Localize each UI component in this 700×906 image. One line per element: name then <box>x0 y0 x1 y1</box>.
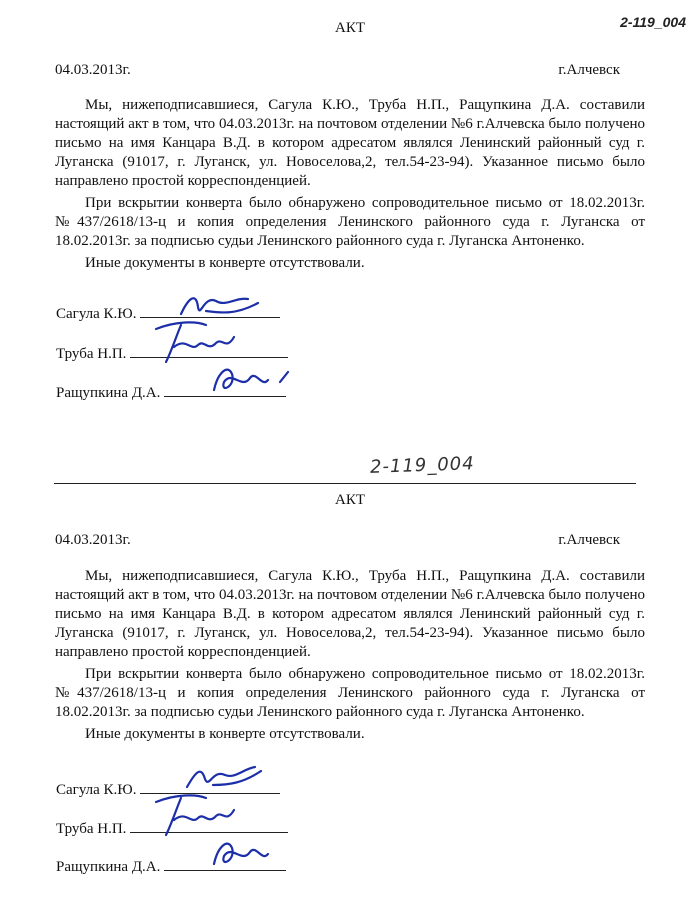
signatory-name: Труба Н.П. <box>56 346 127 362</box>
act-city: г.Алчевск <box>558 62 620 78</box>
signature-image <box>206 834 296 874</box>
divider-line <box>54 483 636 484</box>
signatory-name: Труба Н.П. <box>56 821 127 837</box>
act-body <box>55 96 645 273</box>
act-city: г.Алчевск <box>558 532 620 548</box>
act-title: АКТ <box>335 492 365 508</box>
signature-image <box>136 790 246 840</box>
signature-image <box>206 360 296 400</box>
handwritten-number: 2-119_004 <box>369 453 476 478</box>
stamp-number: 2-119_004 <box>620 14 686 30</box>
act-date: 04.03.2013г. <box>55 62 131 78</box>
paragraph-2: При вскрытии конверта было обнаружено сопроводительное письмо от 18.02.2013г. №437/2618/13-ц и копия определения Ленинского районного суда г. Луганска от 18.02.2013г. за подписью судьи Ленинского районного суда г. Луганска Антоненко. <box>55 666 645 720</box>
signature-row-3 <box>56 382 286 402</box>
signatory-name: Ращупкина Д.А. <box>56 859 161 875</box>
paragraph-1: Мы, нижеподписавшиеся, Сагула К.Ю., Труба Н.П., Ращупкина Д.А. составили настоящий акт в том, что 04.03.2013г. на почтовом отделении №6 г.Алчевска было получено письмо на имя Канцара В.Д. в котором адресатом являлся Ленинский районный суд г. Луганска (91017, г. Луганск, ул. Новоселова,2, тел.54-23-94). Указанное письмо было направлено простой корреспонденцией. <box>55 97 645 189</box>
signatory-name: Ращупкина Д.А. <box>56 385 161 401</box>
act-body <box>55 567 645 744</box>
paragraph-3: Иные документы в конверте отсутствовали. <box>85 726 365 742</box>
signatory-name: Сагула К.Ю. <box>56 782 137 798</box>
paragraph-2: При вскрытии конверта было обнаружено сопроводительное письмо от 18.02.2013г. №437/2618/13-ц и копия определения Ленинского районного суда г. Луганска от 18.02.2013г. за подписью судьи Ленинского районного суда г. Луганска Антоненко. <box>55 195 645 249</box>
paragraph-3: Иные документы в конверте отсутствовали. <box>85 255 365 271</box>
act-title: АКТ <box>335 20 365 36</box>
act-date: 04.03.2013г. <box>55 532 131 548</box>
paragraph-1: Мы, нижеподписавшиеся, Сагула К.Ю., Труба Н.П., Ращупкина Д.А. составили настоящий акт в том, что 04.03.2013г. на почтовом отделении №6 г.Алчевска было получено письмо на имя Канцара В.Д. в котором адресатом являлся Ленинский районный суд г. Луганска (91017, г. Луганск, ул. Новоселова,2, тел.54-23-94). Указанное письмо было направлено простой корреспонденцией. <box>55 568 645 660</box>
signature-row-3 <box>56 856 286 876</box>
signatory-name: Сагула К.Ю. <box>56 306 137 322</box>
